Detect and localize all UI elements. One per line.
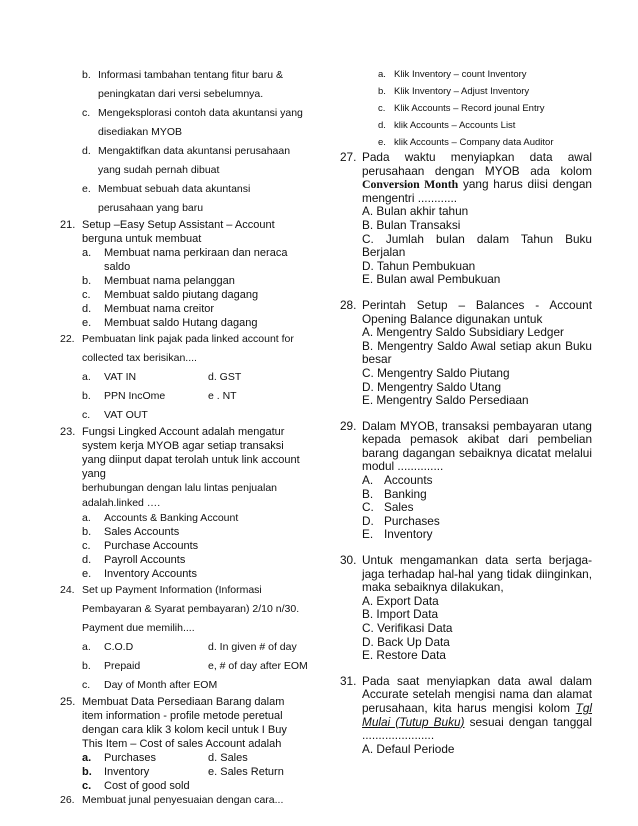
option bbox=[82, 368, 208, 387]
option-letter: C. bbox=[362, 500, 374, 515]
option: d. GST bbox=[208, 371, 242, 383]
question-number: 30. bbox=[340, 553, 357, 568]
option-text: Klik Accounts – Record jounal Entry bbox=[394, 103, 545, 114]
option bbox=[362, 515, 592, 529]
option-text: Membuat nama creitor bbox=[104, 303, 215, 315]
option: e. Sales Return bbox=[208, 766, 284, 778]
option-letter: c. bbox=[82, 679, 91, 691]
option-text: Informasi tambahan tentang fitur baru & peningkatan dari versi sebelumnya. bbox=[98, 69, 284, 100]
option-text: Mengaktifkan data akuntansi perusahaan yang sudah pernah dibuat bbox=[98, 145, 291, 176]
question-number: 24. bbox=[60, 584, 75, 596]
question-text: Setup –Easy Setup Assistant – Account berguna untuk membuat bbox=[82, 219, 275, 245]
option bbox=[60, 180, 308, 218]
option: d. Sales bbox=[208, 752, 248, 764]
option: C. Verifikasi Data bbox=[362, 621, 453, 635]
option bbox=[362, 474, 592, 488]
option-text: Membuat nama pelanggan bbox=[104, 275, 235, 287]
option-row bbox=[82, 406, 308, 425]
option bbox=[82, 525, 308, 539]
option-text: VAT IN bbox=[104, 371, 137, 383]
option bbox=[82, 316, 308, 330]
question-27 bbox=[340, 151, 592, 287]
question-22 bbox=[60, 330, 308, 425]
option-text: Membuat sebuah data akuntansi perusahaan yang baru bbox=[98, 183, 251, 214]
option: A. Mengentry Saldo Subsidiary Ledger bbox=[362, 325, 564, 340]
option bbox=[60, 66, 308, 104]
option-letter: b. bbox=[82, 69, 91, 81]
option-text: Payroll Accounts bbox=[104, 554, 186, 566]
option bbox=[362, 488, 592, 502]
option-text: Day of Month after EOM bbox=[104, 679, 218, 691]
option-text: Prepaid bbox=[104, 660, 141, 672]
option-letter: e. bbox=[82, 568, 92, 580]
question-number: 28. bbox=[340, 297, 357, 312]
option-row bbox=[82, 657, 308, 676]
option: A. Defaul Periode bbox=[362, 741, 455, 756]
option bbox=[356, 117, 592, 134]
option-text: Inventory bbox=[384, 527, 433, 542]
option bbox=[82, 553, 308, 567]
option-letter: B. bbox=[362, 486, 374, 501]
option-text: klik Accounts – Company data Auditor bbox=[394, 137, 554, 148]
option-letter: d. bbox=[82, 554, 92, 566]
option bbox=[82, 539, 308, 553]
option: A. Export Data bbox=[362, 593, 439, 608]
option-letter: c. bbox=[82, 107, 91, 119]
option-letter: a. bbox=[378, 69, 386, 80]
option-text: Klik Inventory – Adjust Inventory bbox=[394, 86, 530, 97]
question-number: 25. bbox=[60, 696, 76, 708]
option-text: Banking bbox=[384, 486, 427, 501]
option-letter: a. bbox=[82, 641, 91, 653]
option-row bbox=[82, 368, 308, 387]
question-25 bbox=[60, 695, 308, 793]
question-26 bbox=[60, 793, 308, 808]
option bbox=[60, 142, 308, 180]
option bbox=[356, 83, 592, 100]
option bbox=[356, 134, 592, 151]
option-text: Purchases bbox=[104, 752, 156, 764]
option: E. Restore Data bbox=[362, 648, 446, 663]
option-text: Accounts & Banking Account bbox=[104, 512, 239, 524]
question-number: 31. bbox=[340, 673, 357, 688]
option-letter: a. bbox=[82, 247, 92, 259]
option bbox=[82, 302, 308, 316]
question-text: Membuat junal penyesuaian dengan cara... bbox=[82, 794, 284, 806]
question-24 bbox=[60, 581, 308, 695]
option bbox=[356, 66, 592, 83]
option-row bbox=[82, 387, 308, 406]
option-row bbox=[82, 765, 308, 779]
question-text: Membuat Data Persediaan Barang dalam item information - profile metode peretual dengan cara klik 3 kolom kecil untuk I Buy This Item – Cost of sales Account adalah bbox=[82, 696, 287, 750]
option-letter: c. bbox=[82, 409, 91, 421]
option: C. Mengentry Saldo Piutang bbox=[362, 365, 510, 380]
option-letter: A. bbox=[362, 473, 374, 488]
option-letter: E. bbox=[362, 527, 374, 542]
question-text: Pembuatan link pajak pada linked account for collected tax berisikan.... bbox=[82, 333, 294, 364]
question-text-continued: yang harus diisi dengan mengentri ............ bbox=[362, 177, 592, 205]
option: e, # of day after EOM bbox=[208, 660, 308, 672]
question-text: Pada waktu menyiapkan data awal perusahaan dengan MYOB ada kolom bbox=[362, 150, 592, 178]
option: D. Tahun Pembukuan bbox=[362, 258, 476, 273]
option-text: Membuat saldo piutang dagang bbox=[104, 289, 259, 301]
option-text: klik Accounts – Accounts List bbox=[394, 120, 516, 131]
question-text: Fungsi Lingked Account adalah mengatur system kerja MYOB agar setiap transaksi yang diinput dapat terolah untuk link account yang bbox=[82, 426, 300, 480]
option-letter: a. bbox=[82, 512, 91, 524]
option-text: Inventory bbox=[104, 766, 150, 778]
option-letter: b. bbox=[82, 660, 91, 672]
option bbox=[362, 501, 592, 515]
question-number: 22. bbox=[60, 333, 75, 345]
question-21 bbox=[60, 218, 308, 330]
option bbox=[82, 567, 308, 581]
question-text: Pada saat menyiapkan data awal dalam Accurate setelah mengisi nama dan alamat perusahaan, kita harus mengisi kolom bbox=[362, 673, 592, 715]
option-letter: e. bbox=[82, 183, 91, 195]
option bbox=[82, 246, 308, 274]
question-23 bbox=[60, 425, 308, 581]
option bbox=[82, 657, 208, 676]
option-letter: d. bbox=[82, 145, 91, 157]
option bbox=[356, 100, 592, 117]
question-text-underlined: Tgl Mulai (Tutup Buku) bbox=[362, 700, 592, 729]
option-letter: a. bbox=[82, 371, 91, 383]
option: B. Mengentry Saldo Awal setiap akun Buku besar bbox=[362, 338, 592, 367]
option-letter: b. bbox=[378, 86, 386, 97]
option-text: Sales bbox=[384, 500, 414, 515]
option-letter: e. bbox=[378, 137, 386, 148]
question-text: Perintah Setup – Balances - Account Opening Balance digunakan untuk bbox=[362, 297, 592, 326]
option bbox=[82, 387, 208, 406]
question-text-bold: Conversion Month bbox=[362, 177, 459, 192]
question-text: Set up Payment Information (Informasi Pembayaran & Syarat pembayaran) 2/10 n/30. Payment due memilih.... bbox=[82, 584, 300, 634]
option bbox=[82, 676, 308, 695]
option-text: C.O.D bbox=[104, 641, 134, 653]
option-text: VAT OUT bbox=[104, 409, 148, 421]
question-number: 21. bbox=[60, 219, 76, 231]
option-letter: c. bbox=[378, 103, 386, 114]
option bbox=[82, 765, 208, 779]
option: D. Mengentry Saldo Utang bbox=[362, 379, 502, 394]
question-text: Untuk mengamankan data serta berjaga-jaga terhadap hal-hal yang tidak diinginkan, maka sebaiknya dilakukan, bbox=[362, 553, 592, 595]
option-letter: d. bbox=[378, 120, 386, 131]
question-number: 23. bbox=[60, 426, 76, 438]
option: d. In given # of day bbox=[208, 641, 297, 653]
option bbox=[82, 511, 308, 525]
option-row bbox=[82, 751, 308, 765]
option-text: Sales Accounts bbox=[104, 526, 180, 538]
option-letter: b. bbox=[82, 766, 92, 778]
option: B. Bulan Transaksi bbox=[362, 217, 461, 232]
right-column bbox=[340, 66, 592, 756]
option-text: PPN IncOme bbox=[104, 390, 166, 402]
option: E. Mengentry Saldo Persediaan bbox=[362, 393, 529, 408]
option: e . NT bbox=[208, 390, 237, 402]
question-text: Dalam MYOB, transaksi pembayaran utang kepada pemasok akibat dari pembelian barang dagangan sebaiknya dicatat melalui modul .............. bbox=[362, 418, 592, 474]
option-text: Klik Inventory – count Inventory bbox=[394, 69, 527, 80]
option bbox=[82, 406, 208, 425]
option-letter: b. bbox=[82, 526, 92, 538]
option bbox=[362, 528, 592, 542]
option: B. Import Data bbox=[362, 607, 439, 622]
option bbox=[82, 638, 208, 657]
question-29 bbox=[340, 420, 592, 542]
option-letter: b. bbox=[82, 390, 91, 402]
q26-options-continued bbox=[356, 66, 592, 151]
option-letter: c. bbox=[82, 780, 92, 792]
option-text: Membuat nama perkiraan dan neraca saldo bbox=[104, 247, 288, 273]
option-text: Membuat saldo Hutang dagang bbox=[104, 317, 258, 329]
option bbox=[60, 104, 308, 142]
option bbox=[82, 779, 308, 793]
option-letter: c. bbox=[82, 540, 91, 552]
option-text: Accounts bbox=[384, 473, 433, 488]
q20-options-continued bbox=[60, 66, 308, 218]
option: A. Bulan akhir tahun bbox=[362, 204, 469, 219]
option-letter: a. bbox=[82, 752, 92, 764]
question-text-continued: berhubungan dengan lalu lintas penjualan adalah.linked …. bbox=[82, 482, 277, 509]
option: D. Back Up Data bbox=[362, 634, 450, 649]
option bbox=[82, 751, 208, 765]
option: C. Jumlah bulan dalam Tahun Buku Berjalan bbox=[362, 231, 592, 260]
option-text: Cost of good sold bbox=[104, 780, 190, 792]
option: E. Bulan awal Pembukuan bbox=[362, 272, 501, 287]
option-text: Purchases bbox=[384, 513, 440, 528]
option-text: Purchase Accounts bbox=[104, 540, 199, 552]
option-text: Inventory Accounts bbox=[104, 568, 197, 580]
question-number: 29. bbox=[340, 418, 357, 433]
option-letter: e. bbox=[82, 317, 92, 329]
option-letter: d. bbox=[82, 303, 92, 315]
option-text: Mengeksplorasi contoh data akuntansi yang disediakan MYOB bbox=[98, 107, 303, 138]
option bbox=[82, 274, 308, 288]
question-number: 26. bbox=[60, 794, 75, 806]
option-row bbox=[82, 638, 308, 657]
question-number: 27. bbox=[340, 150, 357, 164]
option-letter: b. bbox=[82, 275, 92, 287]
question-text-continued: sesuai dengan tanggal ...................... bbox=[362, 714, 592, 743]
option-letter: D. bbox=[362, 513, 374, 528]
question-30 bbox=[340, 554, 592, 663]
question-28 bbox=[340, 299, 592, 408]
option bbox=[82, 288, 308, 302]
left-column bbox=[60, 66, 308, 808]
question-31 bbox=[340, 675, 592, 757]
option-letter: c. bbox=[82, 289, 91, 301]
